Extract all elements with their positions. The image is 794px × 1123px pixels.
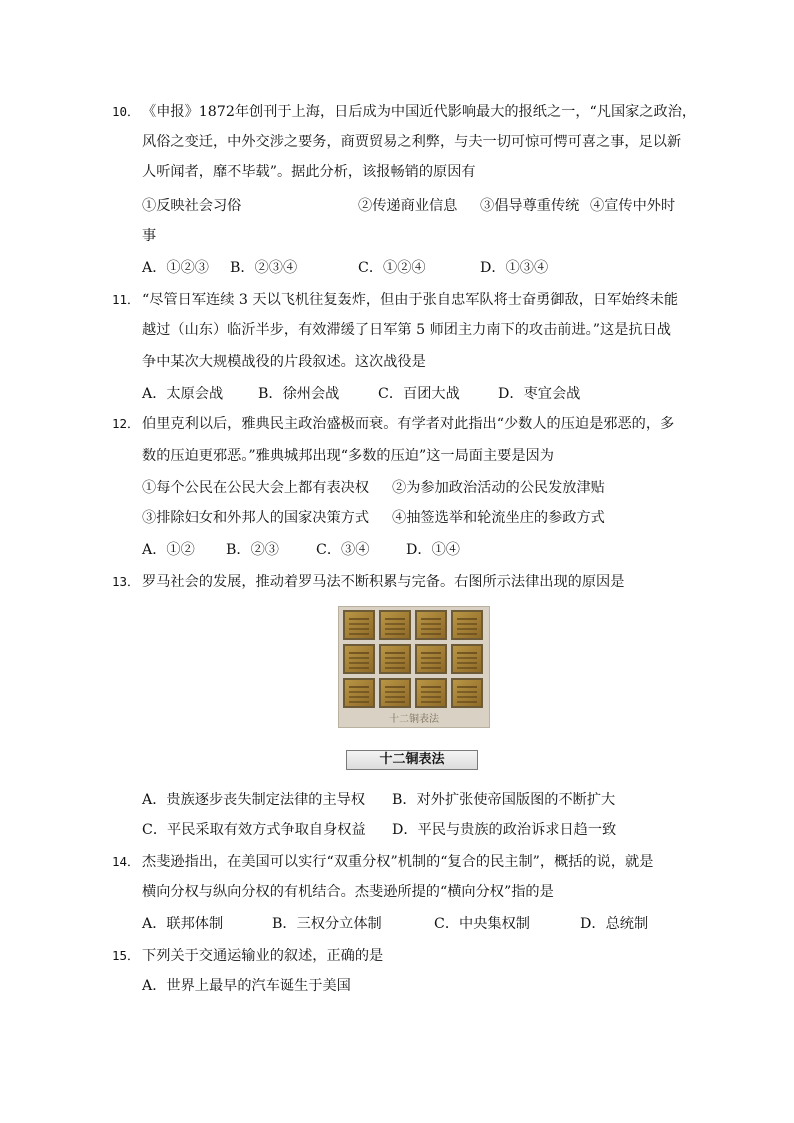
question-stem-line: 伯里克利以后，雅典民主政治盛极而衰。有学者对此指出“少数人的压迫是邪恶的，多	[142, 416, 675, 432]
bronze-tablet	[451, 644, 483, 674]
bronze-tablet	[379, 644, 411, 674]
question-number: 11．	[112, 292, 140, 307]
question-stem-line: 横向分权与纵向分权的有机结合。杰斐逊所提的“横向分权”指的是	[142, 884, 554, 900]
image-inner-caption: 十二铜表法	[389, 714, 439, 725]
option-a: A．联邦体制	[142, 916, 224, 932]
option-c: C．③④	[316, 542, 370, 558]
option-c: C．①②④	[358, 260, 426, 276]
option-c: C．中央集权制	[434, 916, 530, 932]
question-stem-line: 《申报》1872年创刊于上海，日后成为中国近代影响最大的报纸之一，“凡国家之政治，	[142, 104, 697, 120]
question-number: 15．	[112, 948, 140, 963]
figure-caption: 十二铜表法	[346, 750, 478, 770]
bronze-tablet	[379, 678, 411, 708]
question-stem-line: 杰斐逊指出，在美国可以实行“双重分权”机制的“复合的民主制”，概括的说，就是	[142, 854, 654, 870]
question-stem-line: 罗马社会的发展，推动着罗马法不断积累与完备。右图所示法律出现的原因是	[142, 574, 625, 590]
question-number: 14．	[112, 854, 140, 869]
question-stem-line: 下列关于交通运输业的叙述，正确的是	[142, 948, 384, 964]
question-stem-line: 风俗之变迁，中外交涉之要务，商贾贸易之利弊，与夫一切可惊可愕可喜之事，足以新	[142, 134, 682, 150]
statement-2: ②传递商业信息	[358, 198, 458, 214]
question-stem-line: 数的压迫更邪恶。”雅典城邦出现“多数的压迫”这一局面主要是因为	[142, 448, 554, 464]
option-d: D．总统制	[580, 916, 649, 932]
option-b: B．②③	[226, 542, 279, 558]
statement-2: ②为参加政治活动的公民发放津贴	[392, 480, 605, 496]
option-c: C．百团大战	[378, 386, 460, 402]
twelve-tables-image	[338, 606, 490, 728]
question-number: 13．	[112, 574, 140, 589]
bronze-tablet	[415, 610, 447, 640]
question-stem-line: 越过（山东）临沂半步，有效滞缓了日军第 5 师团主力南下的攻击前进。”这是抗日战	[142, 322, 671, 338]
option-b: B．徐州会战	[258, 386, 340, 402]
statement-1: ①每个公民在公民大会上都有表决权	[142, 480, 370, 496]
option-a: A．贵族逐步丧失制定法律的主导权	[142, 792, 366, 808]
bronze-tablet	[451, 610, 483, 640]
bronze-tablet	[415, 644, 447, 674]
option-a: A．①②	[142, 542, 195, 558]
bronze-tablet	[343, 610, 375, 640]
statement-3: ③倡导尊重传统	[480, 198, 580, 214]
question-stem-line: 人听闻者，靡不毕载”。据此分析，该报畅销的原因有	[142, 164, 476, 180]
bronze-tablet	[343, 644, 375, 674]
option-b: B．②③④	[230, 260, 298, 276]
option-d: D．①③④	[480, 260, 549, 276]
option-a: A．太原会战	[142, 386, 224, 402]
statement-4: ④抽签选举和轮流坐庄的参政方式	[392, 510, 605, 526]
statement-3: ③排除妇女和外邦人的国家决策方式	[142, 510, 370, 526]
bronze-tablet	[379, 610, 411, 640]
question-stem-line: “尽管日军连续 3 天以飞机往复轰炸，但由于张自忠军队将士奋勇御敌，日军始终未能	[142, 292, 679, 308]
option-c: C．平民采取有效方式争取自身权益	[142, 822, 366, 838]
option-d: D．平民与贵族的政治诉求日趋一致	[392, 822, 617, 838]
question-stem-line: 争中某次大规模战役的片段叙述。这次战役是	[142, 354, 426, 370]
bronze-tablet	[415, 678, 447, 708]
option-b: B．对外扩张使帝国版图的不断扩大	[392, 792, 616, 808]
question-number: 12．	[112, 416, 140, 431]
question-number: 10．	[112, 104, 140, 119]
option-a: A．世界上最早的汽车诞生于美国	[142, 978, 351, 994]
option-a: A．①②③	[142, 260, 209, 276]
statement-1: ①反映社会习俗	[142, 198, 242, 214]
option-b: B．三权分立体制	[272, 916, 382, 932]
option-d: D．枣宜会战	[498, 386, 581, 402]
statement-4: ④宣传中外时	[590, 198, 676, 214]
option-d: D．①④	[406, 542, 460, 558]
bronze-tablet	[343, 678, 375, 708]
bronze-tablet	[451, 678, 483, 708]
statement-4-continued: 事	[142, 228, 157, 244]
